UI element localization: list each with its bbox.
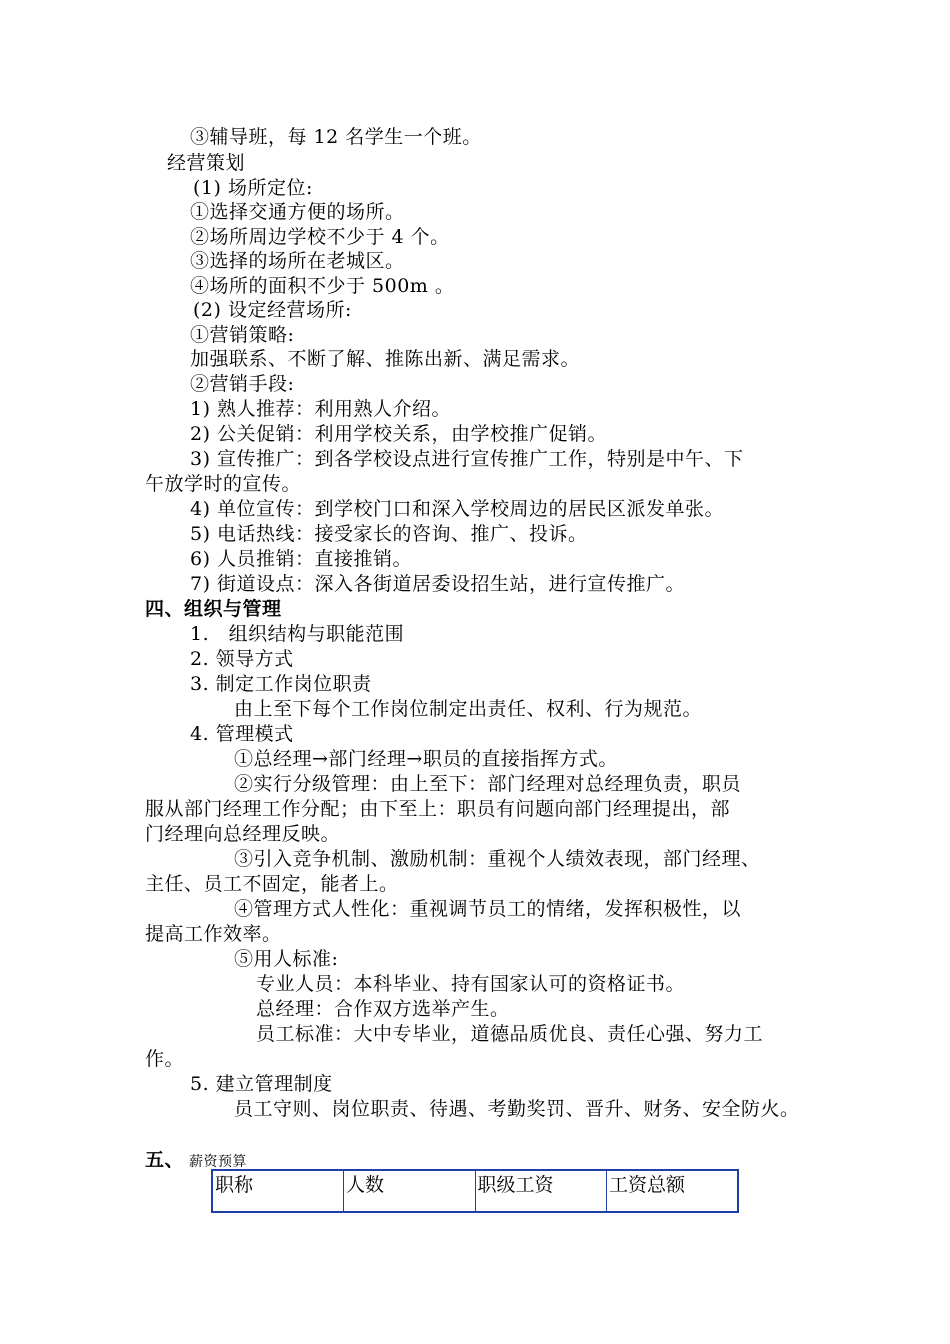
text-line: ①总经理→部门经理→职员的直接指挥方式。	[234, 748, 618, 770]
text-line: 加强联系、不断了解、推陈出新、满足需求。	[190, 348, 581, 370]
text-line: 5) 电话热线：接受家长的咨询、推广、投诉。	[190, 523, 588, 545]
text-line: ④管理方式人性化：重视调节员工的情绪，发挥积极性，以	[234, 898, 742, 920]
text-line: 由上至下每个工作岗位制定出责任、权利、行为规范。	[234, 698, 703, 720]
text-line: 作。	[145, 1048, 185, 1070]
text-line: 服从部门经理工作分配；由下至上：职员有问题向部门经理提出，部	[145, 798, 731, 820]
text-line: 4. 管理模式	[190, 723, 294, 745]
text-line: 主任、员工不固定，能者上。	[145, 873, 399, 895]
salary-budget-table	[211, 1169, 739, 1213]
text-line: ⑤用人标准:	[234, 948, 339, 970]
text-line: 4) 单位宣传：到学校门口和深入学校周边的居民区派发单张。	[190, 498, 725, 520]
text-line: 1. 组织结构与职能范围	[190, 623, 405, 645]
text-line: 门经理向总经理反映。	[145, 823, 341, 845]
table-row	[212, 1170, 738, 1212]
text-line: ④场所的面积不少于 500m 。	[190, 275, 455, 297]
section-heading: 薪资预算	[189, 1154, 247, 1170]
table-header-cell: 工资总额	[607, 1170, 739, 1212]
text-line: 3. 制定工作岗位职责	[190, 673, 372, 695]
section-heading: 经营策划	[167, 152, 246, 174]
section-heading: 四、组织与管理	[145, 598, 282, 620]
table-header-cell: 职称	[212, 1170, 344, 1212]
text-line: 7) 街道设点：深入各街道居委设招生站，进行宣传推广。	[190, 573, 686, 595]
text-line: 员工标准：大中专毕业，道德品质优良、责任心强、努力工	[256, 1023, 764, 1045]
text-line: ③辅导班，每 12 名学生一个班。	[190, 126, 482, 148]
text-line: ②实行分级管理：由上至下：部门经理对总经理负责，职员	[234, 773, 742, 795]
text-line: ②营销手段:	[190, 373, 295, 395]
text-line: ①选择交通方便的场所。	[190, 201, 405, 223]
text-line: ②场所周边学校不少于 4 个。	[190, 226, 450, 248]
table-header-cell: 职级工资	[475, 1170, 607, 1212]
text-line: ③选择的场所在老城区。	[190, 250, 405, 272]
text-line: 专业人员：本科毕业、持有国家认可的资格证书。	[256, 973, 686, 995]
text-line: ③引入竞争机制、激励机制：重视个人绩效表现，部门经理、	[234, 848, 761, 870]
text-line: 1) 熟人推荐：利用熟人介绍。	[190, 398, 452, 420]
text-line: 5. 建立管理制度	[190, 1073, 333, 1095]
text-line: (2) 设定经营场所:	[193, 299, 352, 321]
text-line: 员工守则、岗位职责、待遇、考勤奖罚、晋升、财务、安全防火。	[234, 1098, 800, 1120]
text-line: 2. 领导方式	[190, 648, 294, 670]
text-line: (1) 场所定位:	[193, 177, 313, 199]
text-line: 3) 宣传推广：到各学校设点进行宣传推广工作，特别是中午、下	[190, 448, 744, 470]
text-line: 午放学时的宣传。	[145, 473, 302, 495]
text-line: 提高工作效率。	[145, 923, 282, 945]
text-line: 6) 人员推销：直接推销。	[190, 548, 413, 570]
section-number: 五、	[145, 1149, 185, 1171]
table-header-cell: 人数	[344, 1170, 476, 1212]
text-line: ①营销策略:	[190, 324, 295, 346]
text-line: 2) 公关促销：利用学校关系，由学校推广促销。	[190, 423, 608, 445]
text-line: 总经理：合作双方选举产生。	[256, 998, 510, 1020]
